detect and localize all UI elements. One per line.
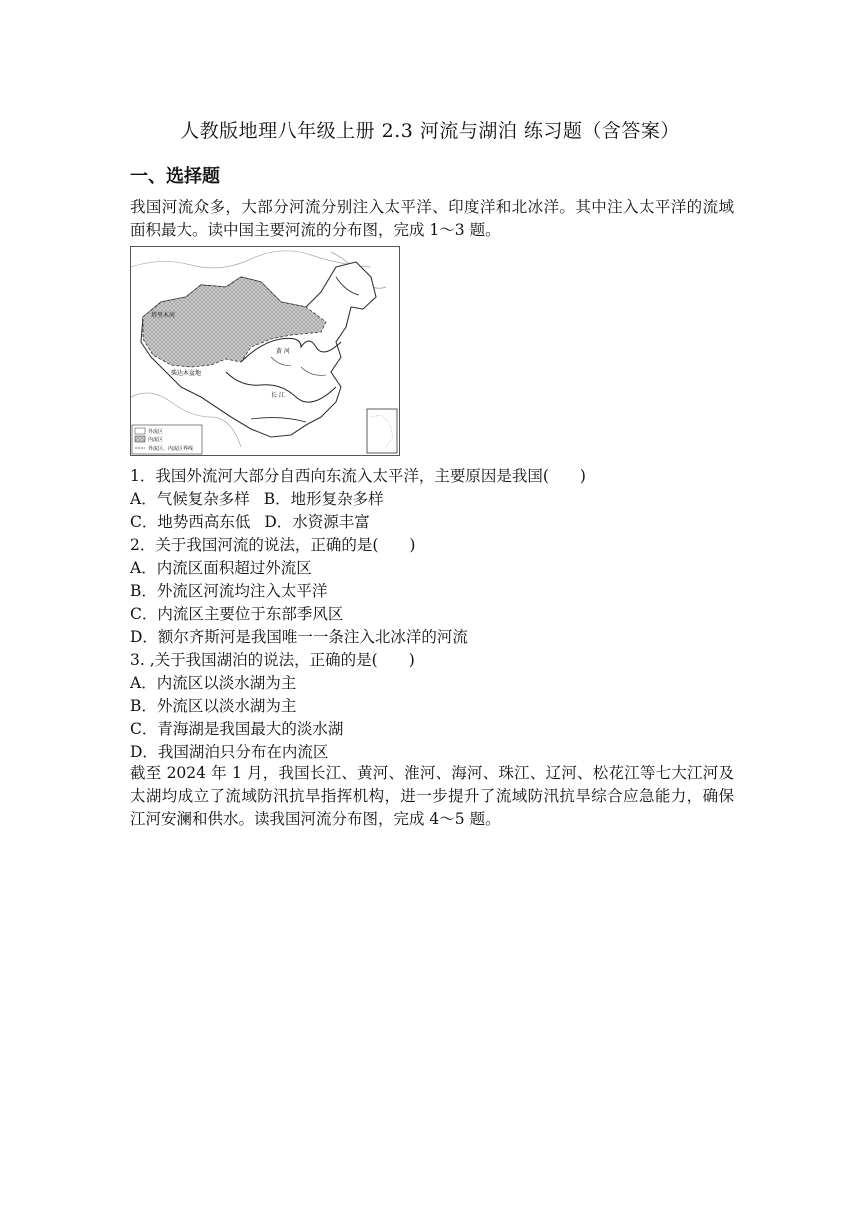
river-map-drawing <box>131 247 399 455</box>
intro-paragraph: 我国河流众多，大部分河流分别注入太平洋、印度洋和北冰洋。其中注入太平洋的流域面积最大。读中国主要河流的分布图，完成 1～3 题。 <box>130 198 734 239</box>
option-d: D．水资源丰富 <box>264 513 370 531</box>
second-paragraph: 截至 2024 年 1 月，我国长江、黄河、淮河、海河、珠江、辽河、松花江等七大江河及太湖均成立了流域防汛抗旱指挥机构，进一步提升了流域防汛抗旱综合应急能力，确保江河安澜和供水。读我国河流分布图，完成 4～5 题。 <box>130 764 734 828</box>
option-a: A．气候复杂多样 <box>130 490 250 508</box>
legend-boundary: 外流区、内流区界线 <box>148 446 194 452</box>
question-3-option-b: B．外流区以淡水湖为主 <box>130 697 297 715</box>
option-c: C．地势西高东低 <box>130 513 251 531</box>
legend-exterior: 外流区 <box>148 429 164 435</box>
label-yangtze: 长 江 <box>271 392 285 399</box>
label-yellow-river: 黄 河 <box>276 348 290 355</box>
question-2-option-d: D．额尔齐斯河是我国唯一一条注入北冰洋的河流 <box>130 628 468 646</box>
question-3-option-d: D．我国湖泊只分布在内流区 <box>130 743 329 761</box>
china-river-map <box>130 246 400 456</box>
label-tarim: 塔里木河 <box>151 312 176 319</box>
question-2-option-c: C．内流区主要位于东部季风区 <box>130 605 344 623</box>
question-2-option-b: B．外流区河流均注入太平洋 <box>130 582 328 600</box>
question-3-option-c: C．青海湖是我国最大的淡水湖 <box>130 720 344 738</box>
question-2-stem: 2．关于我国河流的说法，正确的是( ) <box>130 536 416 554</box>
question-3-stem: 3. ,关于我国湖泊的说法，正确的是( ) <box>130 651 415 669</box>
section-heading: 一、选择题 <box>130 166 220 187</box>
page-title: 人教版地理八年级上册 2.3 河流与湖泊 练习题（含答案） <box>180 120 680 142</box>
questions-list <box>130 465 734 764</box>
question-1-stem: 1．我国外流河大部分自西向东流入太平洋，主要原因是我国( ) <box>130 467 586 485</box>
question-1-options-row-2 <box>130 511 734 534</box>
question-2-option-a: A．内流区面积超过外流区 <box>130 559 312 577</box>
south-china-sea-inset <box>367 409 397 453</box>
question-3-option-a: A．内流区以淡水湖为主 <box>130 674 297 692</box>
label-qaidam: 柴达木盆地 <box>171 370 202 377</box>
question-1-options-row-1 <box>130 488 734 511</box>
option-b: B．地形复杂多样 <box>263 490 384 508</box>
legend-interior: 内流区 <box>148 437 164 443</box>
